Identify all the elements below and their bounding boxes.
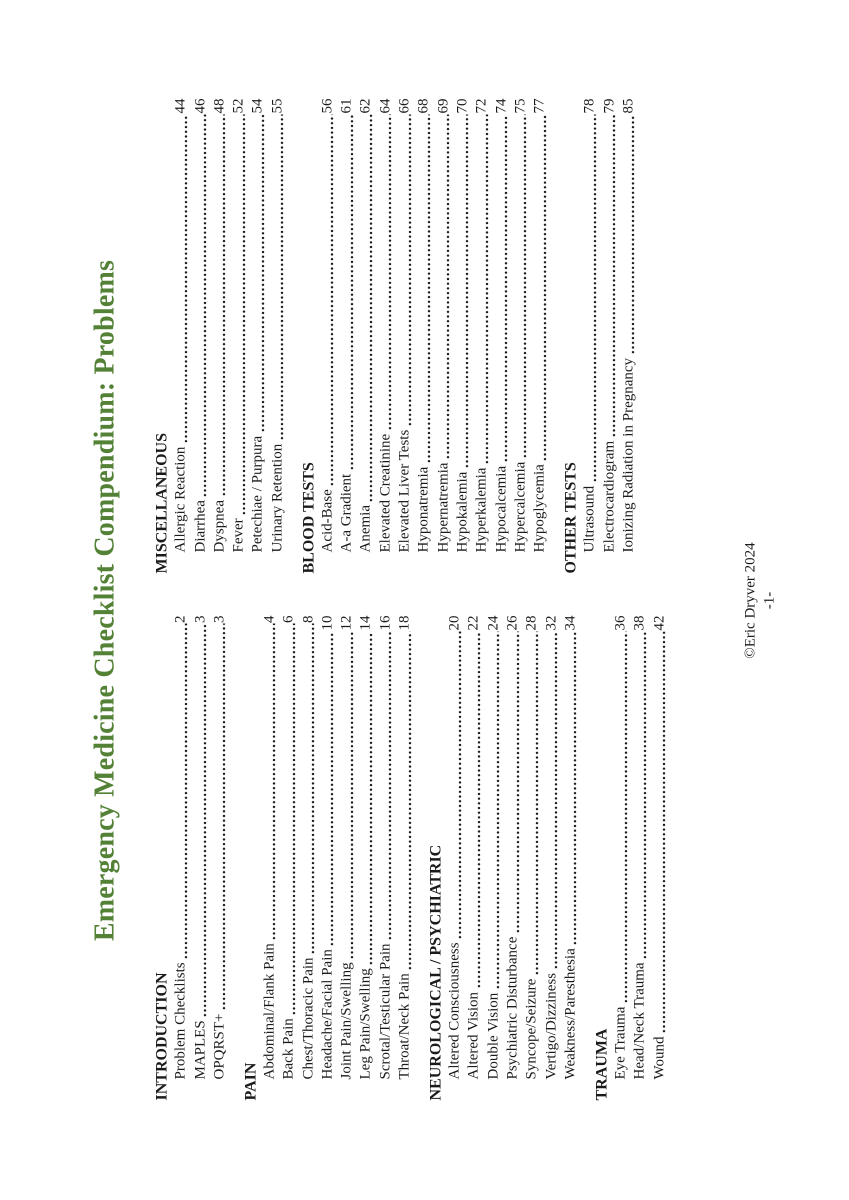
toc-entry	[611, 615, 630, 1100]
toc-page-number: 66	[396, 98, 413, 113]
toc-dot-leader	[561, 631, 580, 946]
footer-copyright: ©Eric Dryver 2024	[742, 541, 758, 659]
toc-entry	[376, 615, 395, 1100]
toc-entry-label: Hypocalcemia	[492, 465, 509, 552]
toc-dot-leader	[522, 631, 541, 976]
toc-page-number: 34	[561, 615, 578, 630]
toc-entry-label: Vertigo/Dizziness	[542, 972, 559, 1079]
toc-entry	[279, 615, 298, 1100]
toc-page-number: 24	[484, 615, 501, 630]
toc-dot-leader	[191, 114, 210, 498]
toc-dot-leader	[210, 624, 229, 1012]
toc-entry	[171, 98, 190, 573]
toc-entry-label: Hypercalcemia	[511, 461, 528, 552]
toc-entry	[337, 98, 356, 573]
toc-section-heading: INTRODUCTION	[153, 971, 170, 1100]
toc-page-number: 54	[249, 98, 266, 113]
toc-entry	[191, 98, 210, 573]
toc-entry	[171, 615, 190, 1100]
toc-page-number: 3	[191, 615, 208, 623]
toc-dot-leader	[318, 631, 337, 947]
toc-entry-label: Electrocardiogram	[600, 440, 617, 552]
toc-dot-leader	[356, 114, 375, 503]
toc-entry-label: Double Vision	[484, 992, 501, 1079]
toc-entry-label: Joint Pain/Swelling	[338, 961, 355, 1079]
toc-entry	[600, 98, 619, 573]
toc-page-number: 68	[415, 98, 432, 113]
toc-section	[152, 98, 287, 573]
toc-entry	[191, 615, 210, 1100]
toc-page-number: 32	[542, 615, 559, 630]
toc-page-number: 22	[465, 615, 482, 630]
toc-page-number: 20	[446, 615, 463, 630]
toc-dot-leader	[395, 114, 414, 427]
toc-page-number: 77	[531, 98, 548, 113]
toc-entry	[522, 615, 541, 1100]
toc-dot-leader	[580, 114, 599, 483]
toc-dot-leader	[248, 114, 267, 433]
toc-page-number: 70	[453, 98, 470, 113]
toc-dot-leader	[210, 114, 229, 498]
toc-entry-label: A-a Gradient	[338, 473, 355, 552]
toc-dot-leader	[511, 114, 530, 459]
toc-entry	[434, 98, 453, 573]
toc-dot-leader	[279, 624, 298, 1016]
toc-dot-leader	[318, 114, 337, 487]
toc-page-number: 48	[210, 98, 227, 113]
toc-section	[426, 615, 580, 1100]
toc-entry	[318, 615, 337, 1100]
toc-page-number: 55	[268, 98, 285, 113]
toc-entry	[248, 98, 267, 573]
toc-dot-leader	[268, 114, 287, 441]
toc-dot-leader	[171, 114, 190, 444]
toc-entry	[580, 98, 599, 573]
toc-entry	[229, 98, 248, 573]
toc-page-number: 85	[619, 98, 636, 113]
toc-entry	[484, 615, 503, 1100]
toc-page-number: 61	[338, 98, 355, 113]
toc-entry	[511, 98, 530, 573]
toc-entry	[530, 98, 549, 573]
toc-section-heading: OTHER TESTS	[561, 461, 579, 573]
toc-entry	[619, 98, 638, 573]
toc-dot-leader	[611, 631, 630, 1004]
toc-page-number: 42	[650, 615, 667, 630]
toc-section-heading: PAIN	[241, 1062, 259, 1100]
toc-dot-leader	[229, 114, 248, 516]
toc-section-heading: NEUROLOGICAL / PSYCHIATRIC	[426, 844, 444, 1100]
toc-page-number: 62	[357, 98, 374, 113]
toc-dot-leader	[171, 624, 190, 960]
toc-entry	[492, 98, 511, 573]
toc-page-number: 8	[299, 615, 316, 623]
toc-entry	[337, 615, 356, 1100]
toc-dot-leader	[600, 114, 619, 438]
toc-entry	[268, 98, 287, 573]
toc-page-number: 6	[280, 615, 297, 623]
toc-column-right	[152, 98, 638, 573]
toc-entry-label: Hyponatremia	[415, 466, 432, 552]
toc-entry	[542, 615, 561, 1100]
toc-section-heading: TRAUMA	[592, 1028, 610, 1100]
toc-dot-leader	[503, 631, 522, 934]
toc-dot-leader	[299, 624, 318, 955]
toc-dot-leader	[356, 631, 375, 966]
toc-entry-label: Throat/Neck Pain	[396, 972, 413, 1079]
toc-dot-leader	[464, 631, 483, 989]
toc-entry-label: Weakness/Paresthesia	[561, 947, 578, 1079]
toc-dot-leader	[542, 631, 561, 970]
toc-entry-label: Abdominal/Flank Pain	[260, 942, 277, 1079]
toc-entry-label: Anemia	[357, 504, 374, 552]
toc-entry	[260, 615, 279, 1100]
toc-column-left	[152, 615, 669, 1100]
toc-entry-label: Acid-Base	[318, 488, 335, 552]
toc-dot-leader	[260, 624, 279, 941]
toc-section	[241, 615, 415, 1100]
toc-page-number: 38	[631, 615, 648, 630]
toc-entry-label: Syncope/Seizure	[523, 978, 540, 1079]
toc-entry-label: Petechiae / Purpura	[249, 435, 266, 552]
toc-entry	[630, 615, 649, 1100]
toc-dot-leader	[376, 631, 395, 941]
toc-entry	[414, 98, 433, 573]
toc-entry-label: Elevated Liver Tests	[396, 429, 413, 552]
toc-entry	[376, 98, 395, 573]
toc-entry-label: MAPLES	[191, 1019, 208, 1079]
toc-entry	[210, 615, 229, 1100]
toc-page-number: 44	[172, 98, 189, 113]
toc-page-number: 74	[492, 98, 509, 113]
toc-entry-label: Headache/Facial Pain	[318, 948, 335, 1079]
toc-page-number: 28	[523, 615, 540, 630]
toc-dot-leader	[337, 631, 356, 960]
toc-dot-leader	[395, 631, 414, 971]
toc-entry-label: OPQRST+	[210, 1013, 227, 1079]
toc-dot-leader	[630, 631, 649, 960]
toc-section	[561, 98, 638, 573]
toc-page-number: 72	[473, 98, 490, 113]
toc-dot-leader	[445, 631, 464, 940]
toc-page-number: 69	[434, 98, 451, 113]
toc-entry-label: Scrotal/Testicular Pain	[376, 943, 393, 1079]
toc-entry-label: Elevated Creatinine	[376, 433, 393, 552]
toc-entry	[453, 98, 472, 573]
toc-entry	[472, 98, 491, 573]
toc-section-heading: MISCELLANEOUS	[153, 432, 170, 573]
document-title: Emergency Medicine Checklist Compendium: Problems	[89, 259, 120, 941]
toc-page-number: 16	[376, 615, 393, 630]
toc-entry	[395, 98, 414, 573]
toc-dot-leader	[376, 114, 395, 431]
toc-page-number: 75	[511, 98, 528, 113]
toc-entry-label: Diarrhea	[191, 499, 208, 552]
toc-entry-label: Fever	[230, 517, 247, 552]
toc-dot-leader	[619, 114, 638, 355]
toc-page-number: 14	[357, 615, 374, 630]
footer-page-number: -1-	[761, 591, 778, 609]
toc-entry-label: Hypoglycemia	[531, 463, 548, 552]
toc-entry-label: Dyspnea	[210, 499, 227, 552]
toc-page-number: 26	[504, 615, 521, 630]
toc-dot-leader	[530, 114, 549, 462]
toc-page-number: 36	[612, 615, 629, 630]
toc-entry-label: Back Pain	[280, 1017, 297, 1079]
toc-page-number: 18	[396, 615, 413, 630]
toc-section-heading: BLOOD TESTS	[299, 461, 317, 573]
toc-dot-leader	[492, 114, 511, 463]
toc-entry-label: Ultrasound	[581, 485, 598, 552]
toc-entry-label: Head/Neck Trauma	[631, 961, 648, 1079]
toc-page-number: 2	[172, 615, 189, 623]
toc-page-number: 12	[338, 615, 355, 630]
toc-entry	[210, 98, 229, 573]
toc-entry	[356, 615, 375, 1100]
toc-dot-leader	[484, 631, 503, 990]
toc-entry	[395, 615, 414, 1100]
toc-entry-label: Altered Vision	[465, 991, 482, 1079]
toc-entry-label: Hypokalemia	[453, 471, 470, 552]
toc-page-number: 79	[600, 98, 617, 113]
toc-entry-label: Problem Checklists	[172, 961, 189, 1079]
toc-entry-label: Hypernatremia	[434, 462, 451, 552]
toc-entry	[650, 615, 669, 1100]
toc-entry-label: Allergic Reaction	[172, 446, 189, 552]
toc-section	[592, 615, 669, 1100]
toc-section	[152, 615, 229, 1100]
toc-page-number: 3	[210, 615, 227, 623]
toc-dot-leader	[472, 114, 491, 465]
toc-entry-label: Chest/Thoracic Pain	[299, 956, 316, 1079]
toc-dot-leader	[650, 631, 669, 1034]
toc-page-number: 64	[376, 98, 393, 113]
toc-entry-label: Eye Trauma	[612, 1006, 629, 1079]
toc-entry-label: Ionizing Radiation in Pregnancy	[619, 357, 636, 552]
toc-page-number: 46	[191, 98, 208, 113]
toc-page-number: 78	[581, 98, 598, 113]
toc-page-number: 4	[260, 615, 277, 623]
toc-page-number: 52	[230, 98, 247, 113]
toc-entry-label: Leg Pain/Swelling	[357, 967, 374, 1079]
toc-entry	[299, 615, 318, 1100]
toc-entry	[503, 615, 522, 1100]
toc-entry	[318, 98, 337, 573]
toc-section	[299, 98, 550, 573]
toc-entry	[445, 615, 464, 1100]
toc-entry	[356, 98, 375, 573]
toc-entry-label: Psychiatric Disturbance	[504, 936, 521, 1079]
toc-entry-label: Altered Consciousness	[446, 941, 463, 1079]
toc-entry	[561, 615, 580, 1100]
toc-dot-leader	[414, 114, 433, 464]
toc-entry	[464, 615, 483, 1100]
toc-entry-label: Wound	[650, 1036, 667, 1079]
page-footer	[741, 0, 780, 1200]
toc-entry-label: Hyperkalemia	[473, 467, 490, 552]
toc-dot-leader	[453, 114, 472, 469]
toc-dot-leader	[191, 624, 210, 1018]
toc-entry-label: Urinary Retention	[268, 443, 285, 552]
toc-page-number: 56	[318, 98, 335, 113]
toc-dot-leader	[434, 114, 453, 460]
toc-page-number: 10	[318, 615, 335, 630]
toc-dot-leader	[337, 114, 356, 471]
